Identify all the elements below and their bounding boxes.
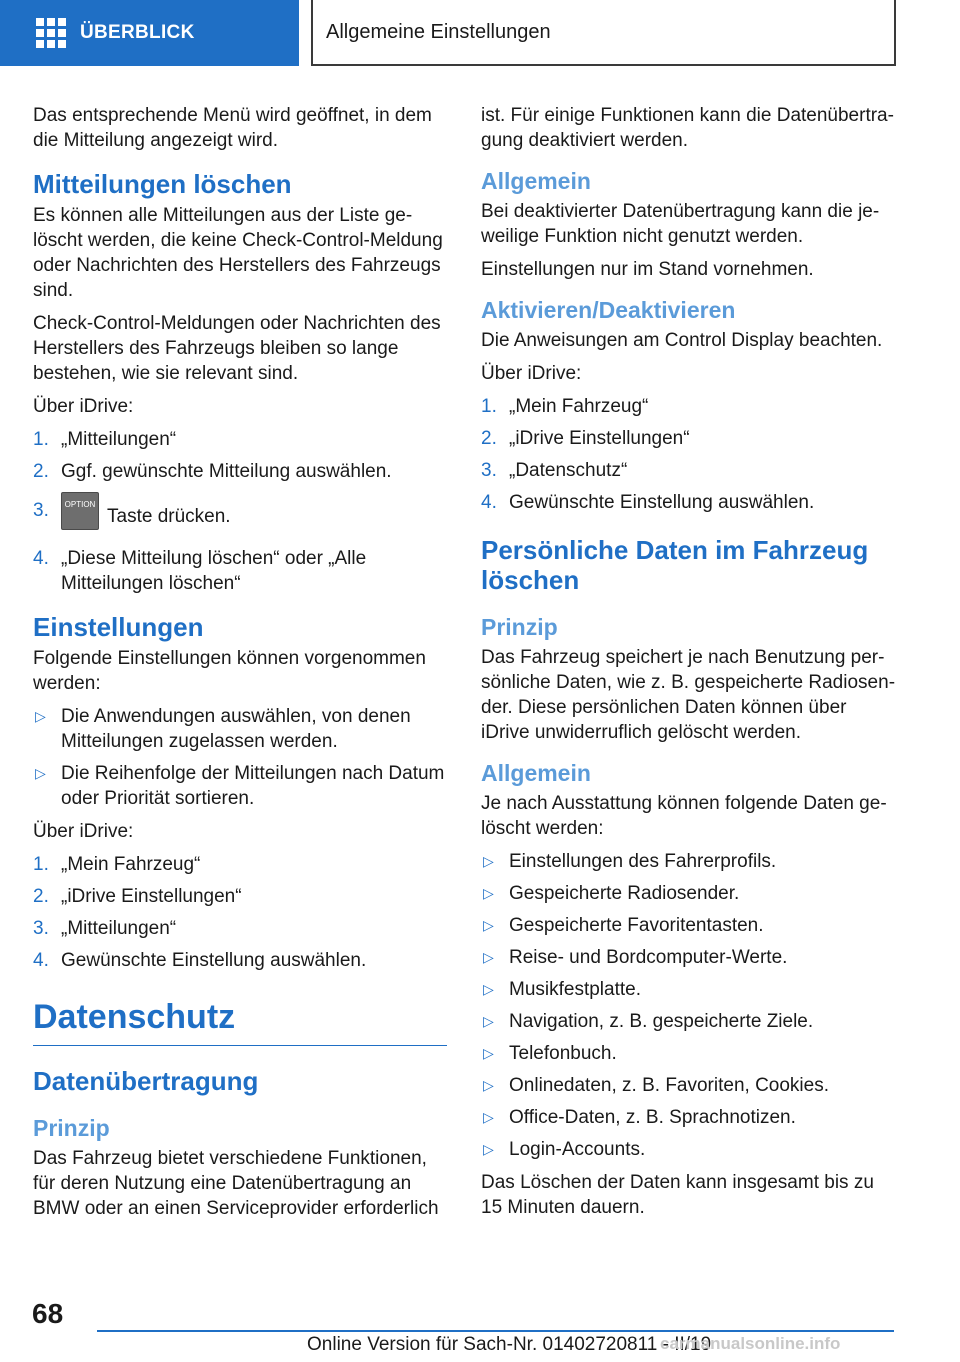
list-item	[481, 458, 895, 483]
paragraph: Über iDrive:	[33, 396, 134, 417]
triangle-bullet-icon: ▷	[483, 1141, 494, 1157]
list-item	[33, 948, 447, 973]
step-number: 2.	[33, 461, 49, 482]
paragraph: Bei deaktivierter Datenübertragung kann die jeweilige Funktion nicht genutzt werden.	[481, 201, 880, 247]
heading-persoenliche-daten: Persönliche Daten im Fahrzeug löschen	[481, 535, 869, 595]
triangle-bullet-icon: ▷	[35, 765, 46, 781]
step-number: 3.	[33, 918, 49, 939]
step-number: 4.	[33, 548, 49, 569]
step-number: 1.	[33, 854, 49, 875]
step-text: „Mein Fahrzeug“	[61, 854, 201, 875]
section-header	[311, 0, 896, 66]
step-number: 1.	[481, 396, 497, 417]
bullet-text: Onlinedaten, z. B. Favoriten, Cookies.	[509, 1075, 829, 1096]
paragraph: Check-Control-Meldungen oder Nachrichten des Herstellers des Fahrzeugs bleiben so lange bestehen, wie sie relevant sind.	[33, 313, 441, 384]
step-number: 3.	[33, 500, 49, 521]
paragraph: Das Löschen der Daten kann insgesamt bis zu 15 Minuten dauern.	[481, 1172, 874, 1218]
step-number: 4.	[481, 492, 497, 513]
heading-datenschutz: Datenschutz	[33, 997, 447, 1046]
list-item	[33, 459, 447, 484]
list-item	[33, 916, 447, 941]
step-number: 1.	[33, 429, 49, 450]
list-item	[481, 881, 895, 906]
overview-tab-label: ÜBERBLICK	[80, 22, 195, 43]
step-text: „iDrive Einstellungen“	[61, 886, 242, 907]
step-text: „Mein Fahrzeug“	[509, 396, 649, 417]
list-item	[481, 426, 895, 451]
bullet-text: Login-Accounts.	[509, 1139, 646, 1160]
list-item	[481, 394, 895, 419]
bullet-text: Office-Daten, z. B. Sprachnotizen.	[509, 1107, 796, 1128]
list-item	[481, 1105, 895, 1130]
step-text: Gewünschte Einstellung auswählen.	[61, 950, 367, 971]
heading-allgemein: Allgemein	[481, 760, 591, 786]
list-item	[481, 1137, 895, 1162]
bullet-list-2	[481, 849, 895, 1162]
step-text: Gewünschte Einstellung auswählen.	[509, 492, 815, 513]
list-item	[33, 498, 447, 536]
step-number: 3.	[481, 460, 497, 481]
heading-aktivieren-deaktivieren: Aktivieren/Deaktivieren	[481, 297, 736, 323]
step-text: „Datenschutz“	[509, 460, 628, 481]
paragraph: Je nach Ausstattung können folgende Daten gelöscht werden:	[481, 793, 887, 839]
steps-list-3	[481, 394, 895, 515]
paragraph: Über iDrive:	[33, 821, 134, 842]
paragraph: ist. Für einige Funktionen kann die Datenübertragung deaktiviert werden.	[481, 105, 894, 151]
bullet-text: Die Anwendungen auswählen, von denen Mitteilungen zugelassen werden.	[61, 706, 411, 752]
heading-prinzip: Prinzip	[481, 614, 558, 640]
step-text: Taste drücken.	[107, 506, 231, 528]
list-item	[33, 884, 447, 909]
list-item	[481, 1073, 895, 1098]
heading-einstellungen: Einstellungen	[33, 612, 204, 642]
watermark: carmanualsonline.info	[660, 1334, 841, 1353]
bullet-text: Die Reihenfolge der Mitteilungen nach Datum oder Priorität sortieren.	[61, 763, 445, 809]
list-item	[33, 852, 447, 877]
list-item	[481, 1041, 895, 1066]
triangle-bullet-icon: ▷	[483, 981, 494, 997]
heading-datenuebertragung: Datenübertragung	[33, 1066, 259, 1096]
list-item	[33, 546, 447, 596]
paragraph: Das Fahrzeug speichert je nach Benutzung persönliche Daten, wie z. B. gespeicherte Radiosender. Diese persönlichen Daten können über iDrive unwiderruflich gelöscht werden.	[481, 647, 896, 743]
heading-prinzip: Prinzip	[33, 1115, 110, 1141]
paragraph: Über iDrive:	[481, 363, 582, 384]
list-item	[481, 1009, 895, 1034]
option-button-icon: OPTION	[61, 492, 99, 530]
triangle-bullet-icon: ▷	[483, 1045, 494, 1061]
list-item	[33, 427, 447, 452]
list-item	[481, 913, 895, 938]
step-number: 4.	[33, 950, 49, 971]
page-number: 68	[32, 1298, 64, 1329]
step-text: „iDrive Einstellungen“	[509, 428, 690, 449]
heading-mitteilungen-loeschen: Mitteilungen löschen	[33, 169, 292, 199]
bullet-text: Telefonbuch.	[509, 1043, 617, 1064]
paragraph: Folgende Einstellungen können vorgenommen werden:	[33, 648, 426, 694]
bullet-text: Musikfestplatte.	[509, 979, 641, 1000]
step-text: „Mitteilungen“	[61, 429, 177, 450]
bullet-text: Gespeicherte Favoritentasten.	[509, 915, 764, 936]
list-item	[481, 849, 895, 874]
paragraph: Es können alle Mitteilungen aus der Liste gelöscht werden, die keine Check-Control-Meldung oder Nachrichten des Herstellers des Fahrzeugs sind.	[33, 205, 443, 301]
right-column	[481, 103, 895, 1228]
heading-allgemein: Allgemein	[481, 168, 591, 194]
list-item	[33, 704, 447, 754]
overview-tab[interactable]	[0, 0, 299, 66]
list-item	[481, 977, 895, 1002]
bullet-text: Navigation, z. B. gespeicherte Ziele.	[509, 1011, 814, 1032]
step-text: „Mitteilungen“	[61, 918, 177, 939]
step-number: 2.	[481, 428, 497, 449]
left-column	[33, 103, 447, 1229]
grid-menu-icon	[36, 18, 66, 48]
step-number: 2.	[33, 886, 49, 907]
step-text: Ggf. gewünschte Mitteilung auswählen.	[61, 461, 392, 482]
paragraph: Die Anweisungen am Control Display beachten.	[481, 330, 883, 351]
paragraph: Das Fahrzeug bietet verschiedene Funktionen, für deren Nutzung eine Datenübertragung an BMW oder an einen Serviceprovider erforderlich	[33, 1148, 439, 1219]
triangle-bullet-icon: ▷	[483, 853, 494, 869]
triangle-bullet-icon: ▷	[35, 708, 46, 724]
triangle-bullet-icon: ▷	[483, 1109, 494, 1125]
intro-text: Das entsprechende Menü wird geöffnet, in dem die Mitteilung angezeigt wird.	[33, 105, 432, 151]
triangle-bullet-icon: ▷	[483, 917, 494, 933]
list-item	[481, 945, 895, 970]
triangle-bullet-icon: ▷	[483, 1077, 494, 1093]
bullet-text: Gespeicherte Radiosender.	[509, 883, 740, 904]
triangle-bullet-icon: ▷	[483, 1013, 494, 1029]
section-title: Allgemeine Einstellungen	[326, 20, 551, 43]
step-text: „Diese Mitteilung löschen“ oder „Alle Mitteilungen löschen“	[61, 548, 367, 594]
list-item	[33, 761, 447, 811]
triangle-bullet-icon: ▷	[483, 885, 494, 901]
paragraph: Einstellungen nur im Stand vornehmen.	[481, 259, 814, 280]
steps-list-1	[33, 427, 447, 596]
steps-list-2	[33, 852, 447, 973]
triangle-bullet-icon: ▷	[483, 949, 494, 965]
bullet-text: Einstellungen des Fahrerprofils.	[509, 851, 777, 872]
footer-divider	[97, 1330, 894, 1332]
list-item	[481, 490, 895, 515]
online-version-text: Online Version für Sach-Nr. 01402720811 - II/19	[307, 1334, 712, 1355]
bullet-list-1	[33, 704, 447, 811]
bullet-text: Reise- und Bordcomputer-Werte.	[509, 947, 788, 968]
